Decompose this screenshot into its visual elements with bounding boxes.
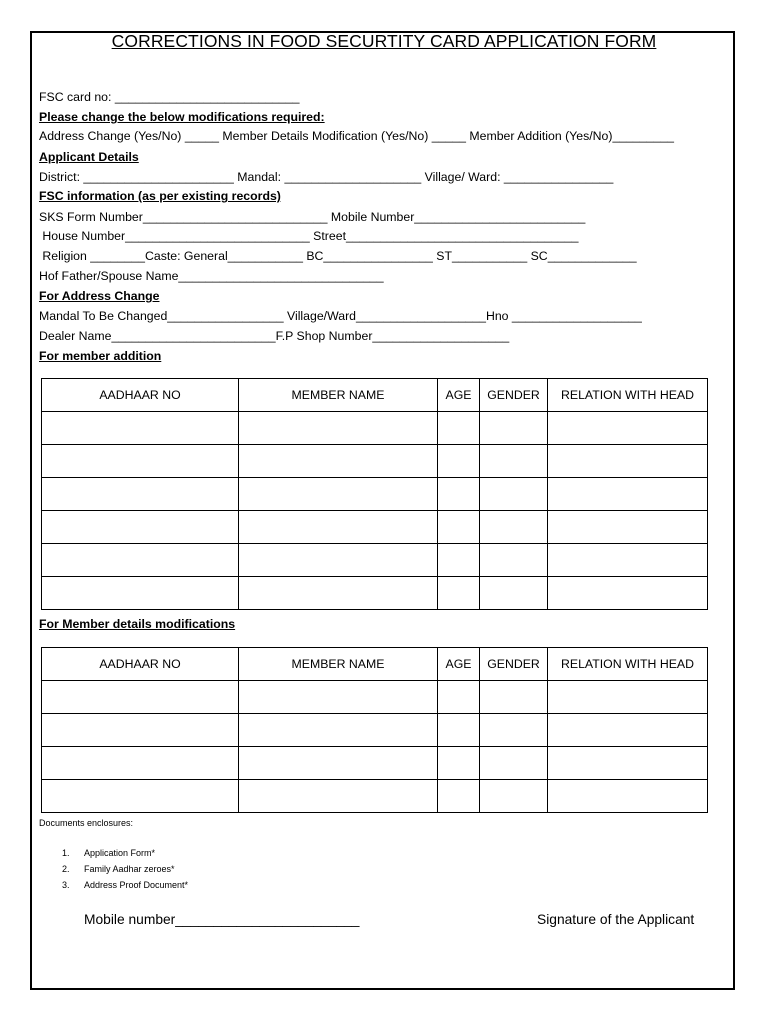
aadhaar-cell[interactable] [42,511,239,544]
document-number: 2. [62,864,70,874]
member-name-cell[interactable] [239,714,438,747]
member-addition-table [41,378,708,610]
relation-cell[interactable] [548,747,708,780]
member-name-cell[interactable] [239,577,438,610]
relation-cell[interactable] [548,544,708,577]
document-item: Address Proof Document* [84,880,189,890]
member-name-cell[interactable] [239,511,438,544]
table-row [42,511,708,544]
table-header-row [42,648,708,681]
document-item: Family Aadhar zeroes* [84,864,175,874]
age-cell[interactable] [438,780,480,813]
age-cell[interactable] [438,544,480,577]
member-name-cell[interactable] [239,445,438,478]
fsc-card-no-field[interactable]: FSC card no: ___________________________ [39,90,300,104]
mobile-number-field[interactable]: Mobile number________________________ [84,912,360,927]
house-number-line[interactable]: House Number___________________________ Street__________________________________ [39,229,579,243]
member-name-cell[interactable] [239,780,438,813]
member-modification-table [41,647,708,813]
gender-cell[interactable] [480,780,548,813]
age-cell[interactable] [438,681,480,714]
table-row [42,714,708,747]
aadhaar-cell[interactable] [42,780,239,813]
gender-cell[interactable] [480,577,548,610]
age-cell[interactable] [438,445,480,478]
relation-cell[interactable] [548,681,708,714]
table-row [42,412,708,445]
relation-cell[interactable] [548,478,708,511]
document-item: Application Form* [84,848,156,858]
fsc-info-heading: FSC information (as per existing records) [39,189,281,203]
table-row [42,478,708,511]
gender-cell[interactable] [480,714,548,747]
age-cell[interactable] [438,412,480,445]
gender-cell[interactable] [480,412,548,445]
hof-line[interactable]: Hof Father/Spouse Name______________________________ [39,269,384,283]
age-cell[interactable] [438,747,480,780]
table-row [42,445,708,478]
table-row [42,780,708,813]
change-heading: Please change the below modifications required: [39,110,325,124]
col-relation-with-head: RELATION WITH HEAD [548,379,708,412]
gender-cell[interactable] [480,681,548,714]
col-aadhaar-no: AADHAAR NO [42,379,239,412]
table-row [42,747,708,780]
age-cell[interactable] [438,478,480,511]
gender-cell[interactable] [480,747,548,780]
col-age: AGE [438,379,480,412]
form-title: CORRECTIONS IN FOOD SECURTITY CARD APPLICATION FORM [111,31,657,51]
col-gender: GENDER [480,648,548,681]
gender-cell[interactable] [480,445,548,478]
col-gender: GENDER [480,379,548,412]
member-name-cell[interactable] [239,412,438,445]
document-number: 1. [62,848,70,858]
signature-label: Signature of the Applicant [537,912,695,927]
age-cell[interactable] [438,714,480,747]
dealer-line[interactable]: Dealer Name________________________F.P Shop Number____________________ [39,329,510,343]
sks-form-line[interactable]: SKS Form Number___________________________ Mobile Number_________________________ [39,210,586,224]
aadhaar-cell[interactable] [42,681,239,714]
aadhaar-cell[interactable] [42,478,239,511]
member-name-cell[interactable] [239,478,438,511]
documents-label: Documents enclosures: [39,818,134,828]
col-member-name: MEMBER NAME [239,379,438,412]
age-cell[interactable] [438,511,480,544]
aadhaar-cell[interactable] [42,544,239,577]
gender-cell[interactable] [480,511,548,544]
aadhaar-cell[interactable] [42,412,239,445]
col-relation-with-head: RELATION WITH HEAD [548,648,708,681]
table-header-row [42,379,708,412]
applicant-heading: Applicant Details [39,150,139,164]
relation-cell[interactable] [548,577,708,610]
table-row [42,681,708,714]
address-change-heading: For Address Change [39,289,160,303]
aadhaar-cell[interactable] [42,714,239,747]
applicant-details-line[interactable]: District: ______________________ Mandal: ____________________ Village/ Ward: ________________ [39,170,614,184]
col-member-name: MEMBER NAME [239,648,438,681]
relation-cell[interactable] [548,511,708,544]
member-name-cell[interactable] [239,544,438,577]
table-row [42,577,708,610]
relation-cell[interactable] [548,780,708,813]
document-number: 3. [62,880,70,890]
col-age: AGE [438,648,480,681]
religion-caste-line[interactable]: Religion ________Caste: General___________ BC________________ ST___________ SC_____________ [39,249,637,263]
col-aadhaar-no: AADHAAR NO [42,648,239,681]
age-cell[interactable] [438,577,480,610]
relation-cell[interactable] [548,412,708,445]
member-name-cell[interactable] [239,747,438,780]
aadhaar-cell[interactable] [42,747,239,780]
change-options-line[interactable]: Address Change (Yes/No) _____ Member Details Modification (Yes/No) _____ Member Addition (Yes/No)_________ [39,129,675,143]
gender-cell[interactable] [480,544,548,577]
table-row [42,544,708,577]
member-modification-heading: For Member details modifications [39,617,236,631]
relation-cell[interactable] [548,714,708,747]
member-name-cell[interactable] [239,681,438,714]
mandal-change-line[interactable]: Mandal To Be Changed_________________ Village/Ward___________________Hno ___________________ [39,309,642,323]
member-addition-heading: For member addition [39,349,162,363]
relation-cell[interactable] [548,445,708,478]
aadhaar-cell[interactable] [42,445,239,478]
gender-cell[interactable] [480,478,548,511]
aadhaar-cell[interactable] [42,577,239,610]
